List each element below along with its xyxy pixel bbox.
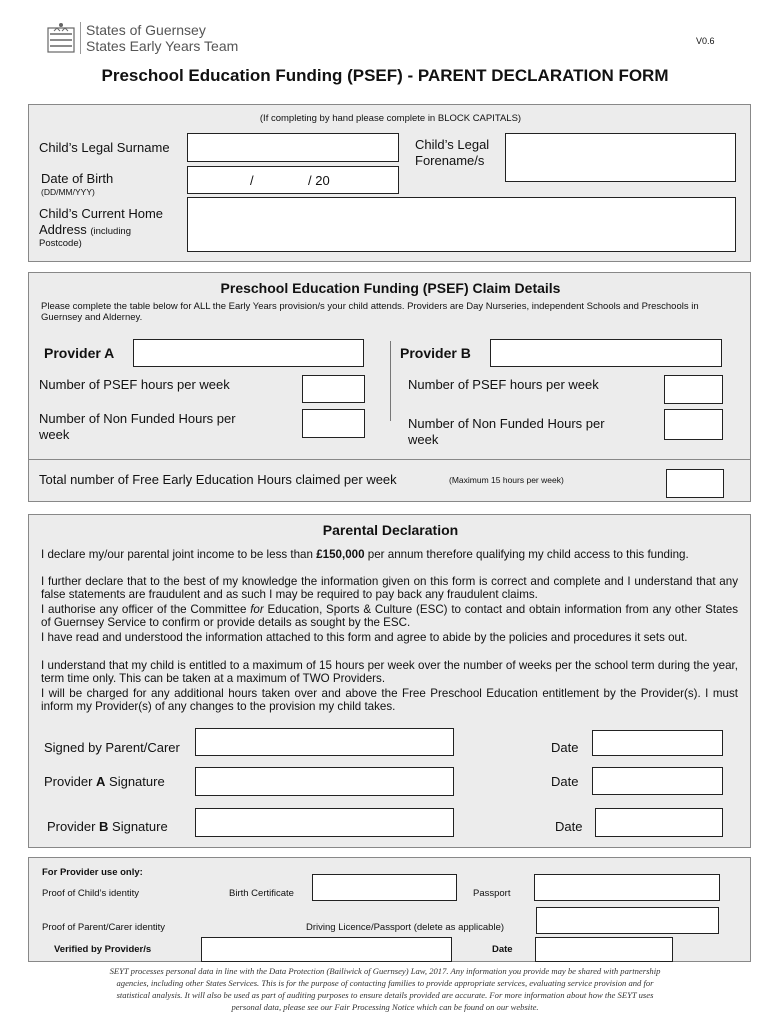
forename-field[interactable] [505, 133, 736, 182]
claim-details-panel [28, 272, 751, 502]
total-hours-label: Total number of Free Early Education Hours claimed per week [39, 472, 397, 487]
provider-a-date-field[interactable] [592, 767, 723, 795]
parent-date-field[interactable] [592, 730, 723, 756]
version-label: V0.6 [696, 36, 715, 46]
provider-b-signature-field[interactable] [195, 808, 454, 837]
provider-use-title: For Provider use only: [42, 867, 143, 878]
provider-column-divider [390, 341, 391, 421]
provider-date-label: Date [492, 944, 513, 955]
surname-label: Child’s Legal Surname [39, 140, 170, 155]
declaration-authorise: I authorise any officer of the Committee for Education, Sports & Culture (ESC) to contact and obtain information from any other States of Guernsey Service to confirm or provide details as sought by the ESC. [41, 603, 738, 629]
declaration-income: I declare my/our parental joint income to be less than £150,000 per annum therefore qualifying my child access to this funding. [41, 548, 689, 561]
nonfunded-b-field[interactable] [664, 409, 723, 440]
verified-label: Verified by Provider/s [54, 944, 152, 955]
declaration-charges: I will be charged for any additional hours taken over and above the Free Preschool Education entitlement by the Provider(s). I must inform my Provider(s) of any changes to the provision my child takes. [41, 687, 738, 713]
provider-a-field[interactable] [133, 339, 364, 367]
provider-b-signature-label: Provider B Signature [47, 819, 168, 834]
nonfunded-a-label-1: Number of Non Funded Hours per [39, 411, 236, 426]
privacy-notice-line-3: statistical analysis. It will also be used as part of auditing purposes to ensure details provided are accurate. For more information about how the SEYT uses [116, 990, 654, 1000]
forename-label-2: Forename/s [415, 153, 485, 168]
dob-field[interactable] [187, 166, 399, 194]
privacy-notice-line-1: SEYT processes personal data in line with the Data Protection (Bailiwick of Guernsey) Law, 2017. Any information you provide may be shared with partnership [109, 966, 661, 976]
driving-licence-label: Driving Licence/Passport (delete as applicable) [306, 922, 505, 933]
provider-b-label: Provider B [400, 345, 471, 361]
child-details-panel [28, 104, 751, 262]
passport-label: Passport [473, 888, 511, 899]
parent-identity-field[interactable] [536, 907, 719, 934]
address-label-2: Address (including [39, 222, 131, 237]
birth-certificate-field[interactable] [312, 874, 457, 901]
provider-date-field[interactable] [535, 937, 673, 962]
psef-hours-b-field[interactable] [664, 375, 723, 404]
block-capitals-note: (If completing by hand please complete in BLOCK CAPITALS) [259, 113, 522, 124]
total-hours-max: (Maximum 15 hours per week) [449, 475, 564, 485]
declaration-accuracy: I further declare that to the best of my knowledge the information given on this form is correct and complete and I understand that any false statements are fraudulent and as such I may be required to pay back any fraudulent claims. [41, 575, 738, 601]
declaration-policies: I have read and understood the information attached to this form and agree to abide by the policies and procedures it sets out. [41, 631, 688, 644]
provider-use-panel [28, 857, 751, 962]
psef-hours-a-label: Number of PSEF hours per week [39, 377, 230, 392]
claim-title: Preschool Education Funding (PSEF) Claim Details [220, 280, 561, 296]
birth-certificate-label: Birth Certificate [229, 888, 294, 899]
provider-a-signature-label: Provider A Signature [44, 774, 165, 789]
provider-a-signature-field[interactable] [195, 767, 454, 796]
nonfunded-b-label-2: week [408, 432, 439, 447]
crest-logo [46, 22, 76, 54]
verified-field[interactable] [201, 937, 452, 962]
proof-parent-label: Proof of Parent/Carer identity [42, 922, 166, 933]
passport-field[interactable] [534, 874, 720, 901]
provider-b-date-field[interactable] [595, 808, 723, 837]
address-label-1: Child’s Current Home [39, 206, 164, 221]
parent-date-label: Date [551, 740, 579, 755]
parent-signature-field[interactable] [195, 728, 454, 756]
psef-hours-b-label: Number of PSEF hours per week [408, 377, 599, 392]
address-field[interactable] [187, 197, 736, 252]
declaration-panel [28, 514, 751, 848]
proof-child-label: Proof of Child’s identity [42, 888, 139, 899]
surname-field[interactable] [187, 133, 399, 162]
psef-hours-a-field[interactable] [302, 375, 365, 403]
dob-format: (DD/MM/YYY) [41, 187, 95, 197]
dob-label: Date of Birth [41, 171, 114, 186]
total-divider [29, 459, 750, 460]
address-label-3: Postcode) [39, 238, 82, 249]
total-hours-field[interactable] [666, 469, 724, 498]
provider-b-date-label: Date [555, 819, 583, 834]
org-name: States of Guernsey [86, 22, 206, 38]
parent-signature-label: Signed by Parent/Carer [44, 740, 180, 755]
provider-b-field[interactable] [490, 339, 722, 367]
provider-a-date-label: Date [551, 774, 579, 789]
dob-year-prefix: / 20 [308, 173, 330, 188]
privacy-notice-line-2: agencies, including other States Services. This is for the purpose of contacting families to provide appropriate services, evaluating service provision and for [116, 978, 654, 988]
nonfunded-a-field[interactable] [302, 409, 365, 438]
team-name: States Early Years Team [86, 38, 239, 54]
nonfunded-a-label-2: week [39, 427, 70, 442]
claim-intro: Please complete the table below for ALL the Early Years provision/s your child attends. Providers are Day Nurseries, independent Schools and Preschools in Guernsey and Alderney. [41, 301, 699, 323]
privacy-notice-line-4: personal data, please see our Fair Processing Notice which can be found on our website. [231, 1002, 539, 1012]
nonfunded-b-label-1: Number of Non Funded Hours per [408, 416, 605, 431]
declaration-entitlement: I understand that my child is entitled to a maximum of 15 hours per week over the number of weeks per the school term during the year, term time only. This can be taken at a maximum of TWO Providers. [41, 659, 738, 685]
declaration-title: Parental Declaration [322, 522, 459, 538]
provider-a-label: Provider A [44, 345, 115, 361]
page-title: Preschool Education Funding (PSEF) - PARENT DECLARATION FORM [101, 66, 669, 85]
forename-label-1: Child’s Legal [415, 137, 490, 152]
logo-divider [80, 22, 81, 54]
dob-slash: / [250, 173, 254, 188]
